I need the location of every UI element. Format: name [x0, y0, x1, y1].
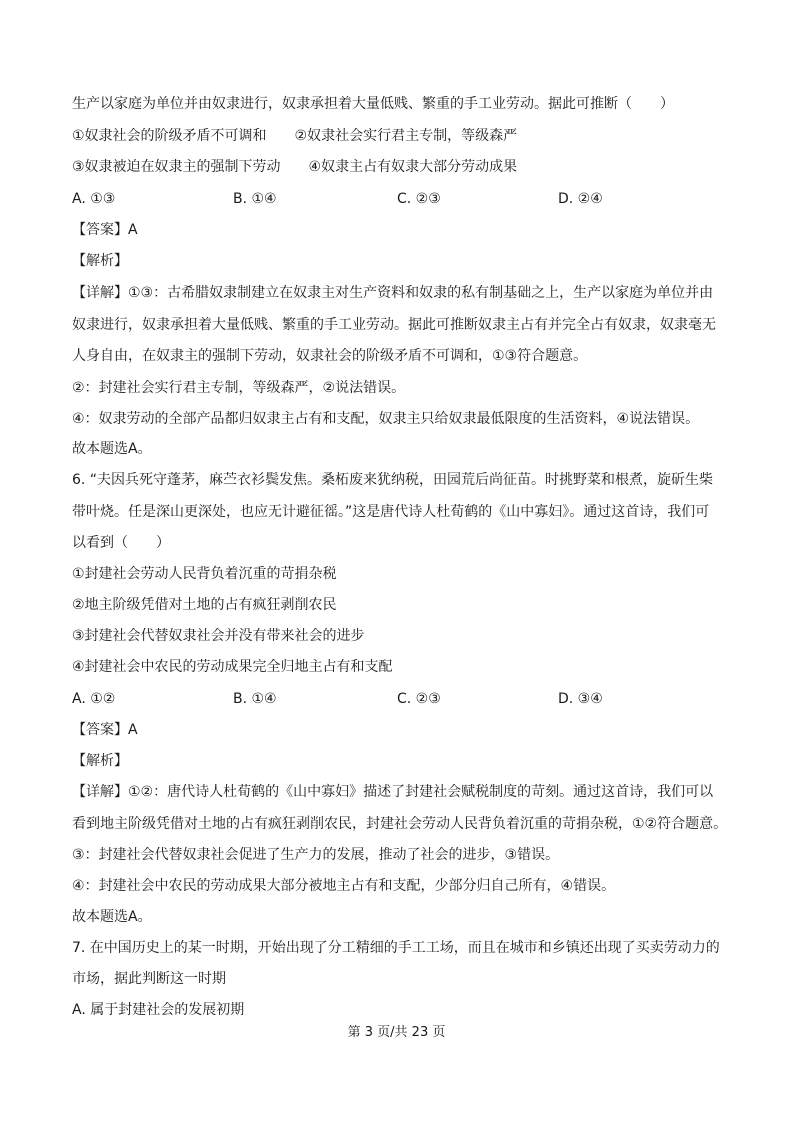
q6-stem-line: 带叶烧。任是深山更深处，也应无计避征徭。”这是唐代诗人杜荀鹤的《山中寡妇》。通过这首诗，我们可	[72, 504, 710, 520]
q5-statement-row: ③奴隶被迫在奴隶主的强制下劳动 ④奴隶主占有奴隶大部分劳动成果	[72, 159, 518, 175]
q6-analysis-label: 【解析】	[72, 753, 128, 769]
q6-option-a: A. ①②	[72, 691, 116, 707]
q5-option-d: D. ②④	[558, 191, 603, 207]
q5-detail-line: 人身自由，在奴隶主的强制下劳动，奴隶社会的阶级矛盾不可调和，①③符合题意。	[72, 348, 588, 364]
q6-option-c: C. ②③	[397, 691, 441, 707]
q6-conclusion: 故本题选A。	[72, 909, 152, 925]
q7-stem-line: 市场，据此判断这一时期	[72, 971, 226, 987]
q6-stem-line: 以看到（ ）	[72, 535, 170, 551]
q6-statement: ④封建社会中农民的劳动成果完全归地主占有和支配	[72, 659, 393, 675]
q5-stem: 生产以家庭为单位并由奴隶进行，奴隶承担着大量低贱、繁重的手工业劳动。据此可推断（ ）	[72, 96, 674, 112]
q5-analysis-label: 【解析】	[72, 253, 128, 269]
q6-detail-line: 看到地主阶级凭借对土地的占有疯狂剥削农民，封建社会劳动人民背负着沉重的苛捐杂税，①②符合题意。	[72, 816, 728, 832]
q5-detail-line: ④：奴隶劳动的全部产品都归奴隶主占有和支配，奴隶主只给奴隶最低限度的生活资料，④说法错误。	[72, 411, 700, 427]
q5-statement-row: ①奴隶社会的阶级矛盾不可调和 ②奴隶社会实行君主专制，等级森严	[72, 128, 518, 144]
q6-detail-line: ③：封建社会代替奴隶社会促进了生产力的发展，推动了社会的进步，③错误。	[72, 847, 560, 863]
q6-answer: 【答案】A	[72, 722, 138, 738]
q6-detail-line: 【详解】①②：唐代诗人杜荀鹤的《山中寡妇》描述了封建社会赋税制度的苛刻。通过这首诗，我们可以	[72, 784, 714, 800]
q6-statement: ①封建社会劳动人民背负着沉重的苛捐杂税	[72, 566, 337, 582]
page-number-footer: 第 3 页/共 23 页	[347, 1025, 446, 1040]
q6-detail-line: ④：封建社会中农民的劳动成果大部分被地主占有和支配，少部分归自己所有，④错误。	[72, 878, 616, 894]
q7-stem-line: 7. 在中国历史上的某一时期，开始出现了分工精细的手工工场，而且在城市和乡镇还出现了买卖劳动力的	[72, 940, 720, 956]
q7-option-a: A. 属于封建社会的发展初期	[72, 1002, 245, 1018]
q5-detail-line: 【详解】①③：古希腊奴隶制建立在奴隶主对生产资料和奴隶的私有制基础之上，生产以家庭为单位并由	[72, 285, 714, 301]
q5-option-c: C. ②③	[397, 191, 441, 207]
q5-option-a: A. ①③	[72, 191, 116, 207]
q5-detail-line: ②：封建社会实行君主专制，等级森严，②说法错误。	[72, 380, 406, 396]
q5-conclusion: 故本题选A。	[72, 441, 152, 457]
q5-detail-line: 奴隶进行，奴隶承担着大量低贱、繁重的手工业劳动。据此可推断奴隶主占有并完全占有奴隶，奴隶毫无	[72, 317, 716, 333]
q6-statement: ③封建社会代替奴隶社会并没有带来社会的进步	[72, 628, 365, 644]
q6-option-b: B. ①④	[233, 691, 277, 707]
q6-stem-line: 6. “夫因兵死守蓬茅，麻苎衣衫鬓发焦。桑柘废来犹纳税，田园荒后尚征苗。时挑野菜和根煮，旋斫生柴	[72, 472, 714, 488]
q5-answer: 【答案】A	[72, 222, 138, 238]
q6-statement: ②地主阶级凭借对土地的占有疯狂剥削农民	[72, 597, 337, 613]
q5-option-b: B. ①④	[233, 191, 277, 207]
q6-option-d: D. ③④	[558, 691, 603, 707]
